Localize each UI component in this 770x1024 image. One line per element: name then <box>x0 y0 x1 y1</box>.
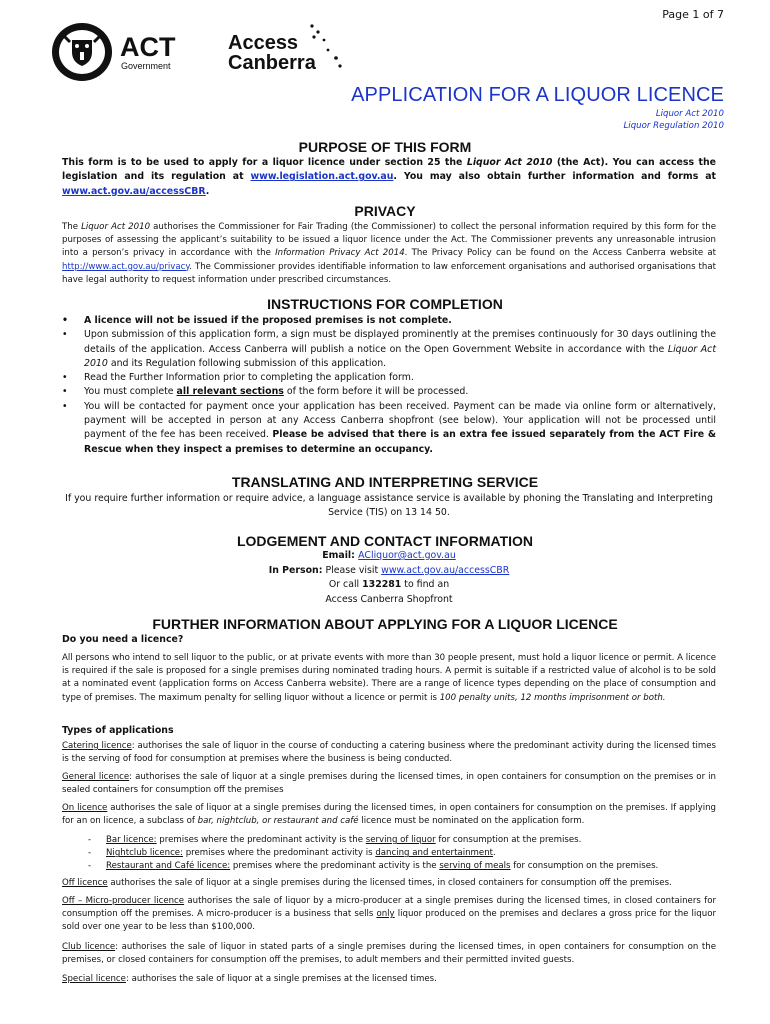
privacy-heading: PRIVACY <box>354 203 416 219</box>
on-licence-text: On licence authorises the sale of liquor at a single premises during the licensed times, in open containers for consumption on the premises. If applying for an on licence, a subclass of bar, nightclub, or restaurant and café licence must be nominated on the application form. <box>62 803 716 827</box>
svg-text:ACT: ACT <box>120 32 176 62</box>
lodgement-heading: LODGEMENT AND CONTACT INFORMATION <box>236 533 534 549</box>
instructions-list <box>62 314 716 457</box>
purpose-heading: PURPOSE OF THIS FORM <box>298 139 472 155</box>
access-canberra-logo <box>228 22 348 80</box>
instruction-item: • A licence will not be issued if the proposed premises is not complete. <box>62 314 716 328</box>
act-crest-icon <box>50 22 190 82</box>
translating-text: If you require further information or require advice, a language assistance service is available by phoning the Translating and Interpreting Service (TIS) on 13 14 50. <box>65 493 713 519</box>
act-government-logo <box>50 22 190 82</box>
club-licence-text: Club licence: authorises the sale of liquor in stated parts of a single premises during the licensed times, in open containers for consumption on the premises, or closed containers for consumption off the premises, to adult members and their permitted invited guests. <box>62 942 716 966</box>
lodgement-info: Email: ACliquor@act.gov.au In Person: Please visit www.act.gov.au/accessCBR Or call 132281 to find an Access Canberra Shopfront <box>268 550 510 605</box>
subclass-item: - Bar licence: premises where the predominant activity is the serving of liquor for consumption at the premises. <box>84 834 716 847</box>
privacy-link[interactable]: http://www.act.gov.au/privacy <box>62 261 190 272</box>
micro-producer-text: Off – Micro-producer licence authorises the sale of liquor by a micro-producer at a single premises during the licensed times, in closed containers for consumption off the premises. A micro-producer is a business that sells only liquor produced on the premises and declares a gross price for the liquor sold over one year to be less than $100,000. <box>62 896 716 933</box>
legislation-link[interactable]: www.legislation.act.gov.au <box>250 171 394 183</box>
on-licence-subclasses <box>84 834 716 874</box>
ref-liquor-regulation: Liquor Regulation 2010 <box>623 121 724 131</box>
need-licence-text: All persons who intend to sell liquor to the public, or at private events with more than 30 people present, must hold a liquor licence or permit. A licence is required if the sale is proposed for a single premises during nominated trading hours. A permit is suitable if a restricted value of alcohol is to be sold at a nominated event (application forms on Access Canberra website). There are a range of licence types depending on the place of consumption and type of premises. The maximum penalty for selling liquor without a licence or permit is 100 penalty units, 12 months imprisonment or both. <box>62 653 716 703</box>
general-licence-text: General licence: authorises the sale of liquor at a single premises during the licensed times, in open containers for consumption on the premises or in sealed containers for consumption off the premises <box>62 772 716 796</box>
ref-liquor-act: Liquor Act 2010 <box>655 109 724 119</box>
accesscbr-link[interactable]: www.act.gov.au/accessCBR <box>381 564 510 576</box>
off-licence-text: Off licence authorises the sale of liquor at a single premises during the licensed times, in closed containers for consumption off the premises. <box>62 878 672 888</box>
catering-licence-text: Catering licence: authorises the sale of liquor in the course of conducting a catering business where the predominant activity during the licensed times is the serving of food for consumption at premises where the business is being conducted. <box>62 741 716 765</box>
instructions-heading: INSTRUCTIONS FOR COMPLETION <box>267 296 503 312</box>
email-link[interactable]: ACliquor@act.gov.au <box>358 550 456 561</box>
instruction-item: • You must complete all relevant sections of the form before it will be processed. <box>62 385 716 399</box>
access-canberra-wordmark <box>228 22 348 80</box>
further-heading: FURTHER INFORMATION ABOUT APPLYING FOR A LIQUOR LICENCE <box>152 616 618 632</box>
svg-text:Access: Access <box>228 32 299 54</box>
types-heading: Types of applications <box>62 725 174 736</box>
subclass-item: - Restaurant and Café licence: premises where the predominant activity is the serving of meals for consumption on the premises. <box>84 860 716 873</box>
subclass-item: - Nightclub licence: premises where the predominant activity is dancing and entertainment. <box>84 847 716 860</box>
need-licence-question: Do you need a licence? <box>62 634 184 645</box>
page-number: Page 1 of 7 <box>662 8 724 21</box>
document-title: APPLICATION FOR A LIQUOR LICENCE <box>351 84 724 106</box>
svg-text:Government: Government <box>121 61 171 71</box>
translating-heading: TRANSLATING AND INTERPRETING SERVICE <box>231 474 539 490</box>
svg-text:Canberra: Canberra <box>228 52 316 74</box>
instruction-item: • Read the Further Information prior to completing the application form. <box>62 371 716 385</box>
access-cbr-link[interactable]: www.act.gov.au/accessCBR <box>62 185 206 197</box>
privacy-text: The Liquor Act 2010 authorises the Commissioner for Fair Trading (the Commissioner) to collect the personal information required by this form for the purposes of assessing the applicant’s suitability to be issued a liquor licence under the Act. The Commissioner prevents any unreasonable intrusion into a person’s privacy in accordance with the Information Privacy Act 2014. The Privacy Policy can be found on the Access Canberra website at http://www.act.gov.au/privacy. The Commissioner provides identifiable information to law enforcement organisations and authorised organisations that have legal authority to request information under prescribed circumstances. <box>62 222 717 285</box>
instruction-item: • Upon submission of this application form, a sign must be displayed prominently at the premises continuously for 30 days outlining the details of the application. Access Canberra will publish a notice on the Open Government Website in accordance with the Liquor Act 2010 and its Regulation following submission of this application. <box>62 328 716 371</box>
instruction-item: • You will be contacted for payment once your application has been received. Payment can be made via online form or alternatively, payment will be accepted in person at any Access Canberra shopfront (see below). Your application will not be processed until payment of the fee has been received. Please be advised that there is an extra fee issued separately from the ACT Fire & Rescue when they inspect a premises to determine an occupancy. <box>62 400 716 457</box>
purpose-text: This form is to be used to apply for a liquor licence under section 25 the Liquor Act 2010 (the Act). You can access the legislation and its regulation at www.legislation.act.gov.au. You may also obtain further information and forms at www.act.gov.au/accessCBR. <box>62 157 717 197</box>
special-licence-text: Special licence: authorises the sale of liquor at a single premises at the licensed times. <box>62 974 437 984</box>
